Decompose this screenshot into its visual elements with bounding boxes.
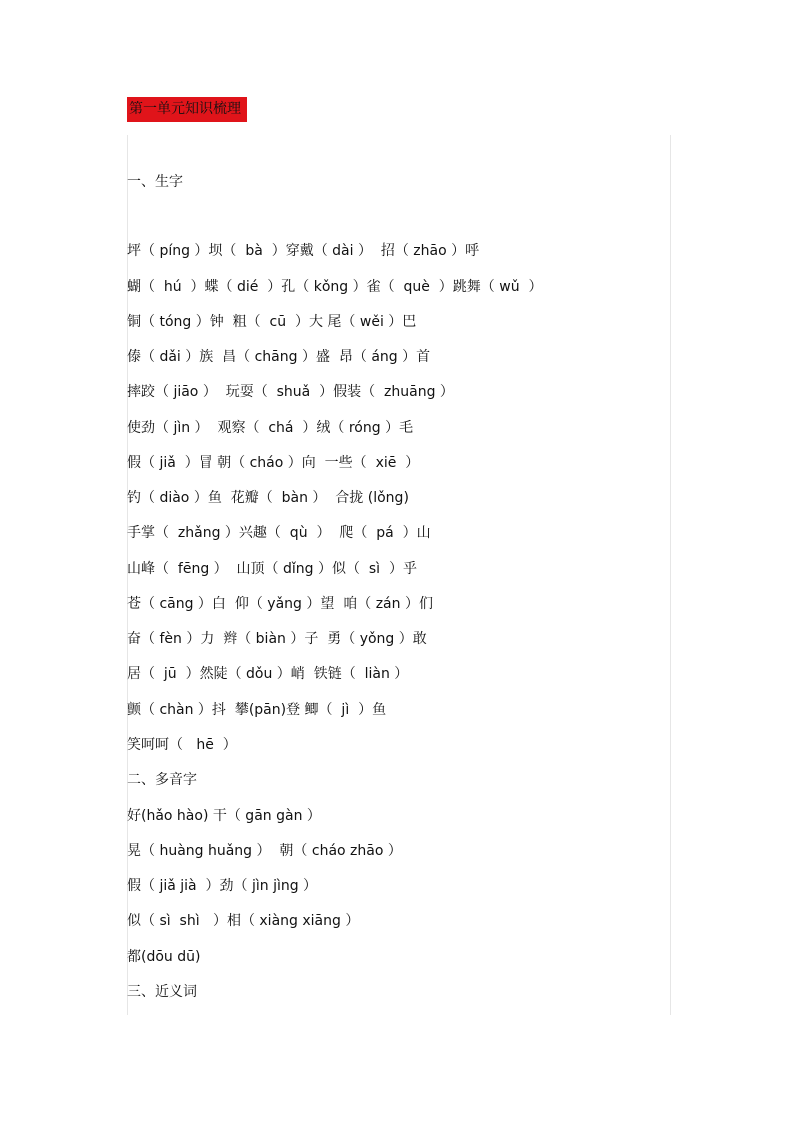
polyphone-line: 晃（ huàng huǎng ） 朝（ cháo zhāo ）	[127, 843, 402, 859]
vocab-line: 奋（ fèn ）力 辫（ biàn ）子 勇（ yǒng ）敢	[127, 631, 427, 647]
section-heading-synonyms: 三、近义词	[127, 984, 197, 1000]
page-border-right	[670, 135, 671, 1015]
vocab-line: 坪（ píng ）坝（ bà ）穿戴（ dài ） 招（ zhāo ）呼	[127, 243, 480, 259]
vocab-line: 山峰（ fēng ） 山顶（ dǐng ）似（ sì ）乎	[127, 561, 417, 577]
vocab-line: 蝴（ hú ）蝶（ dié ）孔（ kǒng ）雀（ què ）跳舞（ wǔ ）	[127, 279, 543, 295]
polyphone-line: 都(dōu dū)	[127, 949, 201, 965]
polyphone-line: 好(hǎo hào) 干（ gān gàn ）	[127, 808, 321, 824]
section-heading-new-characters: 一、生字	[127, 174, 183, 190]
section-heading-polyphones: 二、多音字	[127, 772, 197, 788]
vocab-line: 苍（ cāng ）白 仰（ yǎng ）望 咱（ zán ）们	[127, 596, 433, 612]
vocab-line: 摔跤（ jiāo ） 玩耍（ shuǎ ）假装（ zhuāng ）	[127, 384, 454, 400]
vocab-line: 钓（ diào ）鱼 花瓣（ bàn ） 合拢 (lǒng)	[127, 490, 409, 506]
vocab-line: 铜（ tóng ）钟 粗（ cū ）大 尾（ wěi ）巴	[127, 314, 417, 330]
vocab-line: 笑呵呵（ hē ）	[127, 737, 237, 753]
vocab-line: 居（ jū ）然陡（ dǒu ）峭 铁链（ liàn ）	[127, 666, 409, 682]
vocab-line: 假（ jiǎ ）冒 朝（ cháo ）向 一些（ xiē ）	[127, 455, 420, 471]
vocab-line: 手掌（ zhǎng ）兴趣（ qù ） 爬（ pá ）山	[127, 525, 431, 541]
document-title: 第一单元知识梳理	[127, 97, 247, 122]
polyphone-line: 似（ sì shì ）相（ xiàng xiāng ）	[127, 913, 360, 929]
vocab-line: 使劲（ jìn ） 观察（ chá ）绒（ róng ）毛	[127, 420, 414, 436]
vocab-line: 傣（ dǎi ）族 昌（ chāng ）盛 昂（ áng ）首	[127, 349, 431, 365]
vocab-line: 颤（ chàn ）抖 攀(pān)登 鲫（ jì ）鱼	[127, 702, 387, 718]
polyphone-line: 假（ jiǎ jià ）劲（ jìn jìng ）	[127, 878, 318, 894]
